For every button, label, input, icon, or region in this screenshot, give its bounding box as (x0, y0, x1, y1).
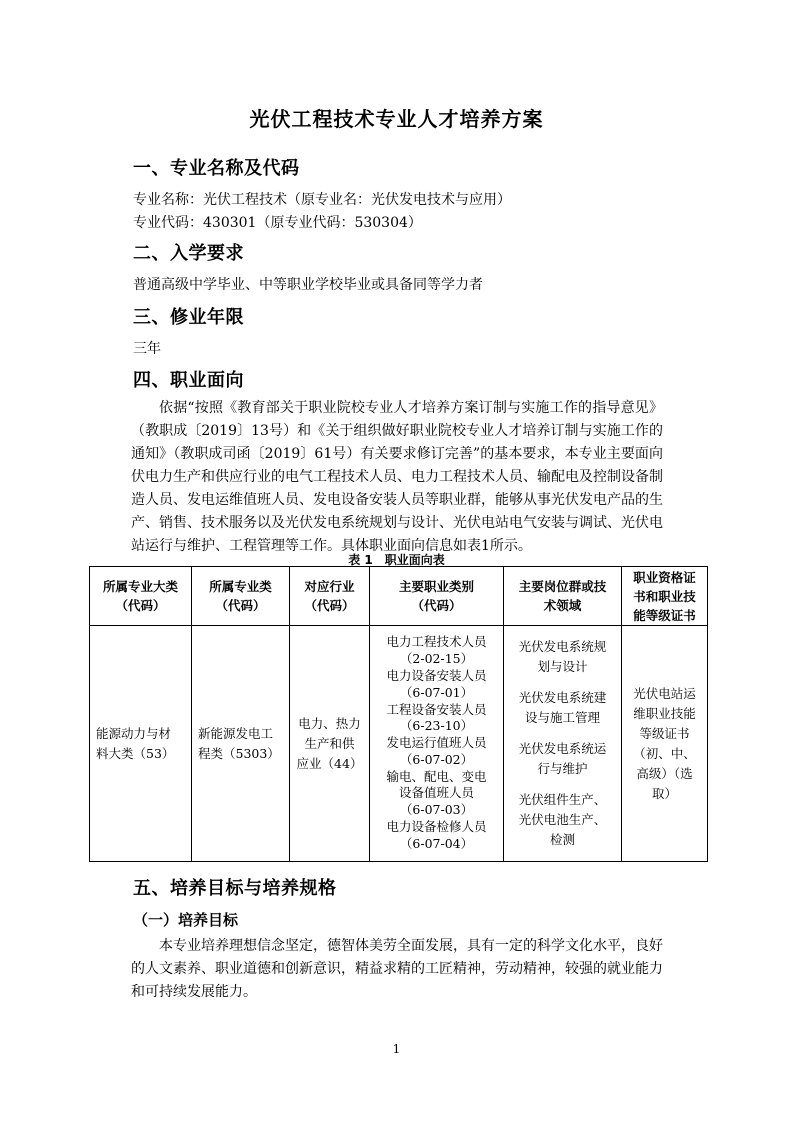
cell-major-class: 新能源发电工 程类（5303） (192, 626, 290, 862)
header-major-category: 所属专业大类 （代码） (90, 567, 192, 626)
header-positions: 主要岗位群或技 术领域 (504, 567, 622, 626)
cell-certificates: 光伏电站运 维职业技能 等级证书 （初、中、 高级）（选 取） (622, 626, 708, 862)
section-3-heading: 三、修业年限 (133, 307, 244, 328)
career-orientation-paragraph: 依据“按照《教育部关于职业院校专业人才培养方案订制与实施工作的指导意见》（教职成〔2019〕13号）和《关于组织做好职业院校专业人才培养订制与实施工作的通知》（教职成司函〔2019〕61号）有关要求修订完善”的基本要求，本专业主要面向伏电力生产和供应行业的电气工程技术人员、电力工程技术人员、输配电及控制设备制造人员、发电运维值班人员、发电设备安装人员等职业群，能够从事光伏发电产品的生产、销售、技术服务以及光伏发电系统规划与设计、光伏电站电气安装与调试、光伏电站运行与维护、工程管理等工作。具体职业面向信息如表1所示。 (131, 400, 663, 554)
career-table (89, 566, 708, 862)
occupation-code: （6-07-01） (399, 684, 474, 700)
table-caption: 表 1 职业面向表 (348, 553, 445, 567)
cell-positions (504, 626, 622, 862)
occupation-name: 电力设备安装人员 (386, 667, 487, 683)
section-5-sub-heading: （一）培养目标 (133, 911, 239, 929)
occupation-name-cont: 设备值班人员 (398, 785, 474, 801)
cell-industry: 电力、热力 生产和供 应业（44） (290, 626, 370, 862)
cell-occupations (370, 626, 504, 862)
occupation-code: （6-07-02） (399, 751, 474, 767)
header-occupation: 主要职业类别 （代码） (370, 567, 504, 626)
occupation-name: 输电、配电、变电 (386, 768, 487, 784)
cell-major-category: 能源动力与材 料大类（53） (90, 626, 192, 862)
section-4-heading: 四、职业面向 (133, 370, 244, 391)
header-major-class: 所属专业类 （代码） (192, 567, 290, 626)
position-item: 光伏发电系统规 划与设计 (518, 639, 607, 674)
position-item: 光伏组件生产、 光伏电池生产、 检测 (518, 792, 607, 847)
document-title: 光伏工程技术专业人才培养方案 (249, 107, 544, 131)
section-1-heading: 一、专业名称及代码 (133, 158, 300, 179)
position-item: 光伏发电系统建 设与施工管理 (518, 690, 607, 725)
major-name-line: 专业名称：光伏工程技术（原专业名：光伏发电技术与应用） (133, 192, 511, 208)
training-goal-paragraph: 本专业培养理想信念坚定，德智体美劳全面发展，具有一定的科学文化水平，良好的人文素养、职业道德和创新意识，精益求精的工匠精神，劳动精神，较强的就业能力和可持续发展能力。 (131, 938, 663, 1000)
section-5-heading: 五、培养目标与培养规格 (133, 878, 337, 899)
section-2-heading: 二、入学要求 (133, 243, 244, 264)
table-header-row (90, 567, 708, 626)
occupation-code: （2-02-15） (399, 651, 474, 667)
occupation-code: （6-07-03） (399, 802, 474, 818)
header-industry: 对应行业 （代码） (290, 567, 370, 626)
position-item: 光伏发电系统运 行与维护 (518, 741, 607, 776)
header-certificates: 职业资格证 书和职业技 能等级证书 (622, 567, 708, 626)
duration-text: 三年 (133, 341, 161, 357)
occupation-name: 发电运行值班人员 (386, 735, 487, 751)
table-row (90, 626, 708, 862)
occupation-name: 电力工程技术人员 (386, 634, 487, 650)
occupation-code: （6-23-10） (399, 718, 474, 734)
major-code-line: 专业代码：430301（原专业代码：530304） (133, 215, 422, 231)
occupation-name: 电力设备检修人员 (386, 819, 487, 835)
occupation-name: 工程设备安装人员 (386, 701, 487, 717)
occupation-code: （6-07-04） (399, 835, 474, 851)
page-number: 1 (392, 1042, 401, 1056)
admission-text: 普通高级中学毕业、中等职业学校毕业或具备同等学力者 (133, 277, 483, 293)
